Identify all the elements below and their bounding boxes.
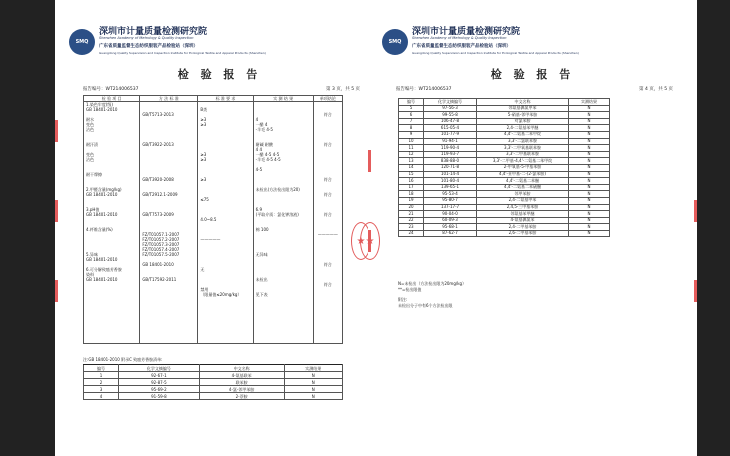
seam-seal-mark xyxy=(55,280,58,302)
test-items-cell: 1.染色牢度(级) GB 18401-2010 耐水 变色 沾色 耐汗渍 变色 沾色 耐干摩擦 2.甲醛含量(mg/kg) GB 18401-2010 3.pH值 GB 18401-2010 4.纤维含量(%) 5.异味 GB 18401-2010 6.可分解致癌芳香胺 染料 GB 18401-2010 xyxy=(84,102,140,344)
table-row: 15 101-14-4 4,4'-亚甲基-二-(2-氯苯胺) N xyxy=(399,171,610,178)
table-row: 1 92-67-1 4-氨基联苯 N xyxy=(84,372,343,379)
table-row: 23 95-68-1 2,4-二甲基苯胺 N xyxy=(399,224,610,231)
report-title: 检 验 报 告 xyxy=(490,68,575,81)
amine-list-note: 注:GB 18401-2010 附录C 致癌芳香胺清单: xyxy=(83,357,163,362)
report-page-3 xyxy=(55,0,384,456)
table-row: 3 95-69-2 4-氯-邻甲苯胺 N xyxy=(84,386,343,393)
organization-name: 深圳市计量质量检测研究院 xyxy=(99,27,208,37)
requirements-cell: B类 ≥3 ≥3 ≥3 ≥3 ≥3 ≤75 4.0~8.5 ————— 无 禁用 （限量值≤20mg/kg） xyxy=(198,102,253,344)
table-row: 10 91-94-1 3,3'-二氯联苯胺 N xyxy=(399,138,610,145)
report-number: 报告编号：WT214006537 xyxy=(83,87,139,92)
col-header-result: 实 测 结 果 xyxy=(253,96,313,102)
table-row: 9 101-77-9 4,4'-二氨基二苯甲烷 N xyxy=(399,131,610,138)
official-stamp-icon: ★ xyxy=(351,222,371,260)
col-header-requirement: 标 准 要 求 xyxy=(198,96,253,102)
table-row: 19 95-80-7 2,4-二氨基甲苯 N xyxy=(399,197,610,204)
sub-header-name: 中文名称 xyxy=(199,365,284,372)
page-number: 第 3 页，共 5 页 xyxy=(326,87,360,92)
table-row: 6 99-55-8 5-硝基-邻甲苯胺 N xyxy=(399,112,610,119)
table-row: 17 139-65-1 4,4'-二氨基二苯硫醚 N xyxy=(399,184,610,191)
seam-seal-mark xyxy=(694,280,697,302)
table-row: 21 90-04-0 邻氨基苯甲醚 N xyxy=(399,211,610,218)
amine-table-page3 xyxy=(83,364,343,400)
col-header-item: 检 验 项 目 xyxy=(84,96,140,102)
table-row: 7 106-47-8 对氯苯胺 N xyxy=(399,118,610,125)
table-row: 13 838-88-0 3,3'-二甲基-4,4'-二氨基二苯甲烷 N xyxy=(399,158,610,165)
table-row: 8 615-05-4 2,4-二氨基苯甲醚 N xyxy=(399,125,610,132)
table-row: 14 120-71-8 2-甲氧基-5-甲基苯胺 N xyxy=(399,164,610,171)
col-header-conclusion: 单项结论 xyxy=(313,96,342,102)
official-stamp-icon: ★ xyxy=(360,222,380,260)
table-row: 5 97-56-3 邻氨基偶氮甲苯 N xyxy=(399,105,610,112)
institute-name: 广东省质量监督生态纺织服装产品检验站（深圳） xyxy=(99,44,198,49)
col-header-no: 编号 xyxy=(399,99,424,106)
table-row: 12 119-93-7 3,3'-二甲基联苯胺 N xyxy=(399,151,610,158)
organization-name-en: Shenzhen Academy of Metrology & Quality Inspection xyxy=(99,36,194,40)
institute-logo: SMQ xyxy=(69,29,95,55)
remark-note: 附注: 未检出分子中有6个方法检出限 xyxy=(398,297,453,308)
seam-seal-mark xyxy=(368,150,371,172)
conclusions-cell: 符合 符合 符合 符合 符合 ————— 符合 符合 xyxy=(313,102,342,344)
table-row: 4 91-59-8 2-萘胺 N xyxy=(84,393,343,400)
col-header-method: 方 法 标 准 xyxy=(140,96,198,102)
results-cell: 4 一醋 4 -羊毛 4-5 耐碱 耐酸 4 4 一醋 4-5 4-5 -羊毛 4-5 4-5 4-5 未检出(方法检出限为20) 6.9 (平取介质：氯化钾溶液) 棉 100 无异味 未检出 见下表 xyxy=(253,102,313,344)
seam-seal-mark xyxy=(694,200,697,222)
organization-name-en: Shenzhen Academy of Metrology & Quality Inspection xyxy=(412,36,507,40)
seam-seal-mark xyxy=(55,200,58,222)
organization-name: 深圳市计量质量检测研究院 xyxy=(412,27,521,37)
institute-logo: SMQ xyxy=(382,29,408,55)
institute-name: 广东省质量监督生态纺织服装产品检验站（深圳） xyxy=(412,44,511,49)
sub-header-cas: 化学文摘编号 xyxy=(119,365,200,372)
legend-note: N=未检出（方法检出限为20mg/kg） **=检出限值 xyxy=(398,281,467,292)
table-row: 22 60-09-3 4-氨基偶氮苯 N xyxy=(399,217,610,224)
seam-seal-mark xyxy=(55,120,58,142)
table-row: 11 119-90-4 3,3'-二甲氧基联苯胺 N xyxy=(399,145,610,152)
page-number: 第 4 页，共 5 页 xyxy=(639,87,673,92)
table-row: 24 87-62-7 2,6-二甲基苯胺 N xyxy=(399,230,610,237)
report-number: 报告编号：WT214006537 xyxy=(396,87,452,92)
sub-header-no: 编号 xyxy=(84,365,119,372)
table-row: 18 95-53-4 邻甲苯胺 N xyxy=(399,191,610,198)
method-standards-cell: GB/T5713-2013 GB/T3922-2013 GB/T3920-2008 GB/T2912.1-2009 GB/T7573-2009 FZ/T01057.1-2007 FZ/T01057.2-2007 FZ/T01057.3-2007 FZ/T01057.4-2007 FZ/T01057.5-2007 GB 18401-2010 GB/T17592-2011 xyxy=(140,102,198,344)
test-results-table xyxy=(83,95,343,344)
col-header-result: 实测结果 xyxy=(569,99,610,106)
col-header-cas: 化学文摘编号 xyxy=(424,99,477,106)
report-page-4 xyxy=(365,0,697,456)
table-row: 16 101-80-4 4,4'-二氨基二苯醚 N xyxy=(399,178,610,185)
amine-table-page4 xyxy=(398,98,610,237)
sub-header-result: 实测结果 xyxy=(284,365,343,372)
table-row: 2 92-87-5 联苯胺 N xyxy=(84,379,343,386)
report-title: 检 验 报 告 xyxy=(177,68,262,81)
institute-name-en: Guangdong Quality Supervision and Inspection Institute for Ecological Textile and Apparel Products (Shenzhen) xyxy=(412,51,579,55)
table-row: 20 137-17-7 2,4,5-三甲基苯胺 N xyxy=(399,204,610,211)
col-header-name: 中文名称 xyxy=(477,99,569,106)
institute-name-en: Guangdong Quality Supervision and Inspection Institute for Ecological Textile and Apparel Products (Shenzhen) xyxy=(99,51,266,55)
